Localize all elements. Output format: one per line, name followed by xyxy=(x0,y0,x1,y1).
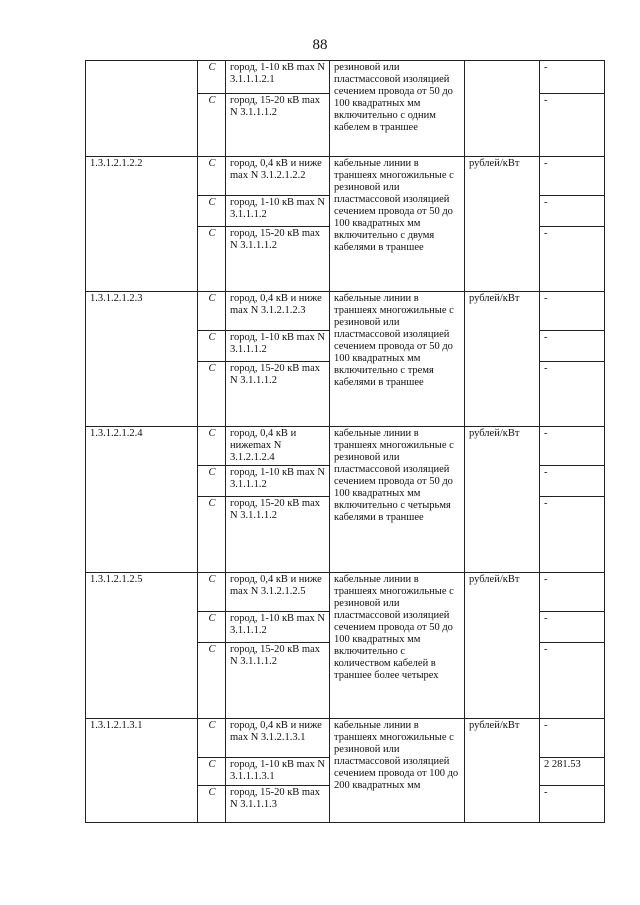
table-row xyxy=(86,157,605,196)
region-voltage-cell: город, 15-20 кВ max N 3.1.1.1.2 xyxy=(226,227,330,292)
item-code-cell: 1.3.1.2.1.2.5 xyxy=(86,573,198,719)
value-cell: - xyxy=(540,497,605,573)
item-code-cell: 1.3.1.2.1.2.4 xyxy=(86,427,198,573)
region-voltage-cell: город, 1-10 кВ max N 3.1.1.1.3.1 xyxy=(226,758,330,786)
category-cell: С xyxy=(198,61,226,94)
region-voltage-cell: город, 1-10 кВ max N 3.1.1.1.2.1 xyxy=(226,61,330,94)
region-voltage-cell: город, 1-10 кВ max N 3.1.1.1.2 xyxy=(226,612,330,643)
value-cell: - xyxy=(540,292,605,331)
item-code-cell: 1.3.1.2.1.2.2 xyxy=(86,157,198,292)
category-cell: С xyxy=(198,573,226,612)
value-cell: - xyxy=(540,157,605,196)
table-row xyxy=(86,573,605,612)
category-cell: С xyxy=(198,719,226,758)
page-number: 88 xyxy=(312,37,328,53)
region-voltage-cell: город, 0,4 кВ и ниже max N 3.1.2.1.2.5 xyxy=(226,573,330,612)
unit-cell: рублей/кВт xyxy=(465,719,540,823)
category-cell: С xyxy=(198,758,226,786)
value-cell: - xyxy=(540,466,605,497)
value-cell: - xyxy=(540,786,605,823)
value-cell: - xyxy=(540,427,605,466)
unit-cell: рублей/кВт xyxy=(465,292,540,427)
description-cell: кабельные линии в траншеях многожильные с резиновой или пластмассовой изоляцией сечением провода от 50 до 100 квадратных мм включительно с четырьмя кабелями в траншее xyxy=(330,427,465,573)
region-voltage-cell: город, 15-20 кВ max N 3.1.1.1.2 xyxy=(226,94,330,157)
table-row xyxy=(86,719,605,758)
category-cell: С xyxy=(198,227,226,292)
value-cell: - xyxy=(540,573,605,612)
region-voltage-cell: город, 0,4 кВ и ниже max N 3.1.2.1.2.3 xyxy=(226,292,330,331)
value-cell: - xyxy=(540,362,605,427)
unit-cell: рублей/кВт xyxy=(465,157,540,292)
category-cell: С xyxy=(198,292,226,331)
region-voltage-cell: город, 15-20 кВ max N 3.1.1.1.3 xyxy=(226,786,330,823)
table-row xyxy=(86,61,605,94)
category-cell: С xyxy=(198,497,226,573)
value-cell: - xyxy=(540,196,605,227)
item-code-cell xyxy=(86,61,198,157)
category-cell: С xyxy=(198,643,226,719)
region-voltage-cell: город, 0,4 кВ и ниже max N 3.1.2.1.2.2 xyxy=(226,157,330,196)
value-cell: - xyxy=(540,61,605,94)
category-cell: С xyxy=(198,94,226,157)
category-cell: С xyxy=(198,196,226,227)
region-voltage-cell: город, 1-10 кВ max N 3.1.1.1.2 xyxy=(226,196,330,227)
table-row xyxy=(86,427,605,466)
region-voltage-cell: город, 15-20 кВ max N 3.1.1.1.2 xyxy=(226,362,330,427)
value-cell: 2 281.53 xyxy=(540,758,605,786)
region-voltage-cell: город, 0,4 кВ и нижеmax N 3.1.2.1.2.4 xyxy=(226,427,330,466)
tariff-table xyxy=(85,60,605,823)
item-code-cell: 1.3.1.2.1.3.1 xyxy=(86,719,198,823)
unit-cell: рублей/кВт xyxy=(465,427,540,573)
description-cell: кабельные линии в траншеях многожильные с резиновой или пластмассовой изоляцией сечением провода от 50 до 100 квадратных мм включительно с количеством кабелей в траншее более четырех xyxy=(330,573,465,719)
description-cell: кабельные линии в траншеях многожильные с резиновой или пластмассовой изоляцией сечением провода от 100 до 200 квадратных мм xyxy=(330,719,465,823)
category-cell: С xyxy=(198,157,226,196)
value-cell: - xyxy=(540,612,605,643)
unit-cell xyxy=(465,61,540,157)
region-voltage-cell: город, 1-10 кВ max N 3.1.1.1.2 xyxy=(226,466,330,497)
category-cell: С xyxy=(198,331,226,362)
category-cell: С xyxy=(198,612,226,643)
value-cell: - xyxy=(540,331,605,362)
region-voltage-cell: город, 1-10 кВ max N 3.1.1.1.2 xyxy=(226,331,330,362)
value-cell: - xyxy=(540,227,605,292)
region-voltage-cell: город, 0,4 кВ и ниже max N 3.1.2.1.3.1 xyxy=(226,719,330,758)
category-cell: С xyxy=(198,466,226,497)
category-cell: С xyxy=(198,786,226,823)
category-cell: С xyxy=(198,427,226,466)
description-cell: резиновой или пластмассовой изоляцией сечением провода от 50 до 100 квадратных мм включительно с одним кабелем в траншее xyxy=(330,61,465,157)
category-cell: С xyxy=(198,362,226,427)
table-row xyxy=(86,292,605,331)
description-cell: кабельные линии в траншеях многожильные с резиновой или пластмассовой изоляцией сечением провода от 50 до 100 квадратных мм включительно с тремя кабелями в траншее xyxy=(330,292,465,427)
unit-cell: рублей/кВт xyxy=(465,573,540,719)
value-cell: - xyxy=(540,94,605,157)
value-cell: - xyxy=(540,643,605,719)
region-voltage-cell: город, 15-20 кВ max N 3.1.1.1.2 xyxy=(226,497,330,573)
item-code-cell: 1.3.1.2.1.2.3 xyxy=(86,292,198,427)
value-cell: - xyxy=(540,719,605,758)
region-voltage-cell: город, 15-20 кВ max N 3.1.1.1.2 xyxy=(226,643,330,719)
tariff-table-body xyxy=(86,61,605,823)
description-cell: кабельные линии в траншеях многожильные с резиновой или пластмассовой изоляцией сечением провода от 50 до 100 квадратных мм включительно с двумя кабелями в траншее xyxy=(330,157,465,292)
